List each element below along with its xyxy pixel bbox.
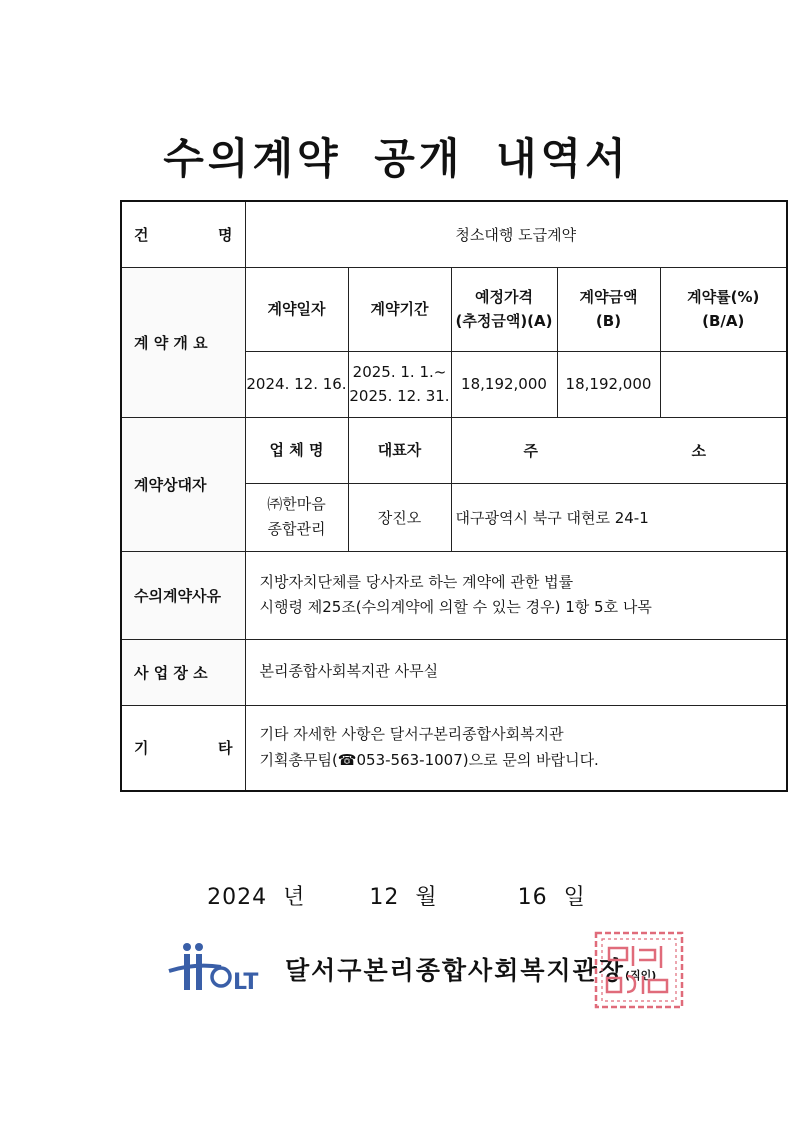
header-text: 계약일자 [267, 300, 326, 318]
etc-line1: 기타 자세한 사항은 달서구본리종합사회복지관 [259, 725, 564, 744]
name-label: 건 명 [121, 201, 245, 267]
date-year: 2024 [207, 885, 268, 910]
reason-line1: 지방자치단체를 당사자로 하는 계약에 관한 법률 [259, 572, 574, 591]
reason-label: 수의계약사유 [121, 551, 245, 639]
holt-logo-icon [165, 937, 275, 997]
etc-label-left: 기 [134, 739, 149, 758]
contract-date-value: 2024. 12. 16. [245, 351, 348, 417]
row-reason [121, 551, 787, 639]
header-address [451, 417, 787, 483]
header-contract-period [348, 267, 451, 351]
reason-line2: 시행령 제25조(수의계약에 의할 수 있는 경우) 1항 5호 나목 [259, 598, 652, 616]
header-estimated-price: 예정가격 (추정금액)(A) [451, 267, 557, 351]
svg-text:LT: LT [233, 970, 259, 995]
company-line2: 종합관리 [267, 520, 326, 538]
header-contract-amount: 계약금액 (B) [557, 267, 660, 351]
organization-name-text: 달서구본리종합사회복지관장 [285, 956, 625, 985]
date-month-unit: 월 [415, 885, 438, 910]
period-end: 2025. 12. 31. [349, 387, 450, 405]
header-text: 계약기간 [370, 300, 429, 318]
header-company: 업 체 명 [245, 417, 348, 483]
document-title: 수의계약 공개 내역서 [163, 134, 630, 183]
header-representative: 대표자 [348, 417, 451, 483]
address-value: 대구광역시 북구 대현로 24-1 [451, 483, 787, 551]
contract-amount-value: 18,192,000 [557, 351, 660, 417]
row-overview-headers [121, 267, 787, 351]
row-name [121, 201, 787, 267]
site-label: 사 업 장 소 [121, 639, 245, 705]
row-party-headers [121, 417, 787, 483]
header-contract-rate: 계약률(%) (B/A) [660, 267, 787, 351]
contract-rate-value [660, 351, 787, 417]
representative-value: 장진오 [348, 483, 451, 551]
company-line1: ㈜한마음 [267, 494, 326, 513]
company-value [245, 483, 348, 551]
date-year-unit: 년 [283, 885, 306, 910]
date-day: 16 [517, 885, 548, 910]
signature-block [165, 935, 725, 1005]
etc-label [121, 705, 245, 791]
party-label: 계약상대자 [121, 417, 245, 551]
period-start: 2025. 1. 1.~ [352, 363, 447, 381]
address-header-right: 소 [691, 441, 707, 460]
issue-date [0, 880, 793, 911]
contract-period-value [348, 351, 451, 417]
reason-value [245, 551, 787, 639]
etc-label-right: 타 [218, 739, 233, 758]
overview-label: 계 약 개 요 [121, 267, 245, 417]
official-seal-icon [593, 930, 685, 1010]
seal-note: (직인) [624, 969, 657, 982]
row-etc [121, 705, 787, 791]
site-value: 본리종합사회복지관 사무실 [245, 639, 787, 705]
estimated-price-value: 18,192,000 [451, 351, 557, 417]
contract-table [120, 200, 788, 792]
name-value: 청소대행 도급계약 [245, 201, 787, 267]
header-contract-date [245, 267, 348, 351]
address-header-left: 주 [523, 441, 538, 460]
date-month: 12 [369, 885, 400, 910]
etc-line2: 기획총무팀(☎053-563-1007)으로 문의 바랍니다. [259, 750, 599, 769]
etc-value [245, 705, 787, 791]
date-day-unit: 일 [563, 885, 586, 910]
row-site [121, 639, 787, 705]
